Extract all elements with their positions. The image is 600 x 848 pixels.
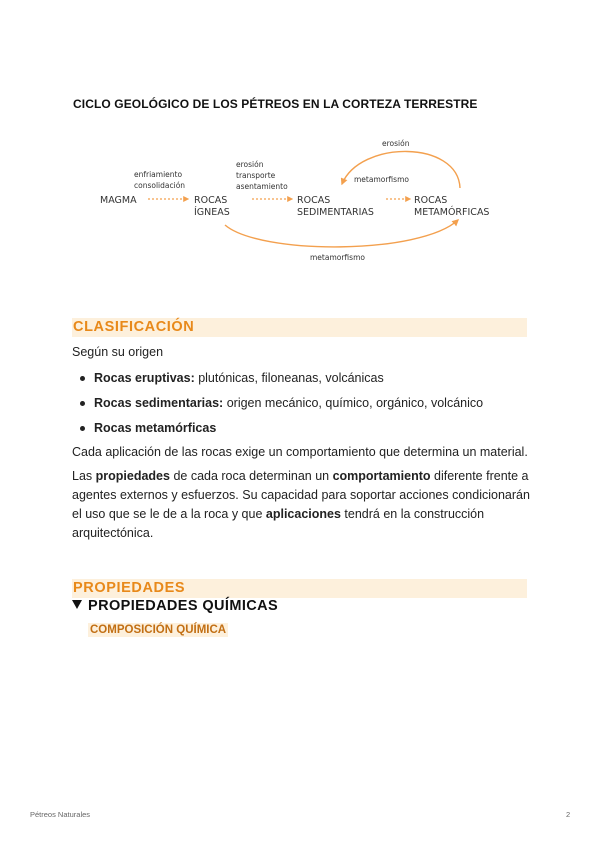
node-igneas-line2: ÍGNEAS: [194, 207, 230, 218]
rock-cycle-diagram: [90, 130, 530, 270]
list-item: Rocas eruptivas: plutónicas, filoneanas, volcánicas: [80, 370, 483, 395]
footer-title: Pétreos Naturales: [30, 810, 91, 819]
label-metamorfismo-bottom: metamorfismo: [310, 253, 365, 262]
list-item: Rocas metamórficas: [80, 420, 483, 445]
clasificacion-paragraph-1: Cada aplicación de las rocas exige un comportamiento que determina un material.: [72, 445, 528, 459]
node-magma: MAGMA: [100, 195, 137, 206]
node-metamorficas-line2: METAMÓRFICAS: [414, 207, 490, 218]
node-sedimentarias-line1: ROCAS: [297, 195, 331, 206]
propiedades-heading: PROPIEDADES: [72, 579, 527, 598]
node-sedimentarias-line2: SEDIMENTARIAS: [297, 207, 374, 218]
triangle-down-icon: [72, 600, 82, 609]
clasificacion-intro: Según su origen: [72, 345, 164, 359]
propiedades-quimicas-toggle[interactable]: PROPIEDADES QUÍMICAS: [72, 598, 278, 614]
clasificacion-heading: CLASIFICACIÓN: [72, 318, 527, 337]
label-metamorfismo-mid: metamorfismo: [354, 175, 409, 184]
clasificacion-list: [80, 370, 483, 445]
page-number: 2: [566, 810, 571, 819]
composicion-quimica-heading: COMPOSICIÓN QUÍMICA: [90, 624, 227, 636]
page-title: CICLO GEOLÓGICO DE LOS PÉTREOS EN LA CORTEZA TERRESTRE: [73, 97, 478, 111]
node-igneas-line1: ROCAS: [194, 195, 228, 206]
label-erosion: erosión: [236, 160, 264, 169]
clasificacion-paragraph-2: Las propiedades de cada roca determinan un comportamiento diferente frente a agentes externos y esfuerzos. Su capacidad para soportar acciones condicionarán el uso que se le de a la roca y que aplicaciones tendrá en la construcción arquitectónica.: [72, 469, 530, 540]
list-item: Rocas sedimentarias: origen mecánico, químico, orgánico, volcánico: [80, 395, 483, 420]
label-erosion-top: erosión: [382, 139, 410, 148]
node-metamorficas-line1: ROCAS: [414, 195, 448, 206]
metamorfismo-arc: [225, 220, 458, 247]
label-enfriamiento: enfriamiento: [134, 170, 183, 179]
label-consolidacion: consolidación: [134, 181, 186, 190]
label-transporte: transporte: [236, 171, 276, 180]
label-asentamiento: asentamiento: [236, 182, 288, 191]
